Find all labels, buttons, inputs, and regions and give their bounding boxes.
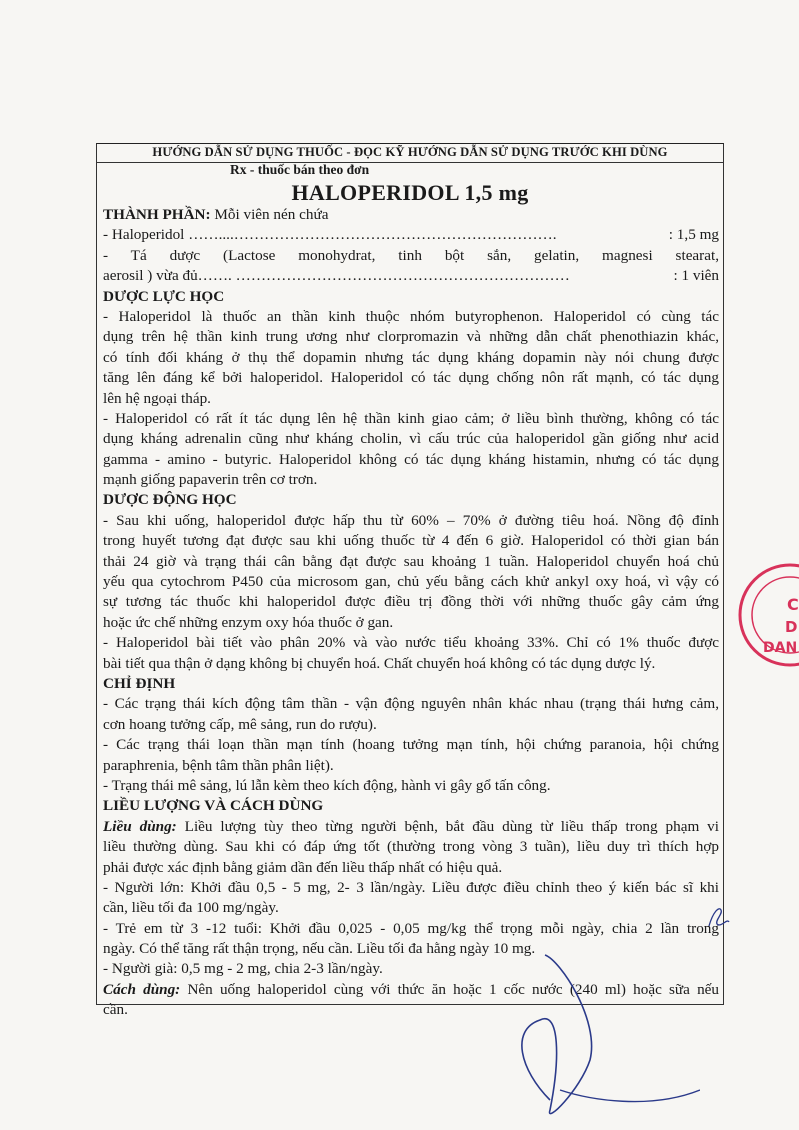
text-line: ngày. Có thể tăng rất thận trọng, nếu cần. Liều tối đa hằng ngày 10 mg.: [103, 940, 536, 958]
text-line: - Haloperidol bài tiết vào phân 20% và vào nước tiểu khoảng 33%. Chỉ có 1% thuốc được: [103, 634, 719, 652]
text-line: cơn hoang tưởng cấp, mê sảng, run do rượu).: [103, 715, 377, 733]
svg-text:D: D: [785, 618, 798, 636]
composition-item1-value: : 1,5 mg: [668, 226, 719, 244]
text-line: - Người lớn: Khởi đầu 0,5 - 5 mg, 2- 3 lần/ngày. Liều được điều chỉnh theo ý kiến bác sĩ khi: [103, 878, 719, 896]
initials-mark: [705, 902, 733, 932]
dose-label: Liều dùng:: [103, 817, 177, 835]
text-line: gamma - amino - butyric. Haloperidol không có tác dụng kháng histamin, nhưng có tác dụng: [103, 450, 719, 468]
dosage-line-1: [103, 817, 719, 837]
text-line: dụng trên hệ thần kinh trung ương như clorpromazin và những dẫn chất phenothiazin khác,: [103, 328, 719, 346]
signature: [500, 950, 700, 1130]
text-line: cần, liều tối đa 100 mg/ngày.: [103, 899, 279, 917]
text-line: sự tương tác thuốc khi haloperidol được điều trị đồng thời với những thuốc gây cảm ứng: [103, 593, 719, 611]
pharmacodynamics-heading: DƯỢC LỰC HỌC: [103, 287, 225, 305]
text-line: - Các trạng thái loạn thần mạn tính (hoang tưởng mạn tính, hội chứng paranoia, hội chứng: [103, 736, 719, 754]
text-line: thải 24 giờ và trạng thái cân bằng đạt được sau khoảng 1 tuần. Haloperidol chuyển hoá chủ: [103, 552, 719, 570]
pharmacodynamics-text: [103, 307, 719, 491]
text-line: phải được xác định bằng giảm dần đến liều thấp nhất có hiệu quả.: [103, 858, 503, 876]
text-line: - Sau khi uống, haloperidol được hấp thu từ 60% – 70% ở đường tiêu hoá. Nồng độ đỉnh: [103, 511, 719, 529]
usage-label: Cách dùng:: [103, 980, 181, 998]
text-line: - Các trạng thái kích động tâm thần - vận động nguyên nhân khác nhau (trạng thái hưng cảm,: [103, 695, 719, 713]
svg-text:DAN: DAN: [763, 640, 798, 656]
composition-intro: Mỗi viên nén chứa: [214, 206, 329, 223]
text-line: - Haloperidol có rất ít tác dụng lên hệ thần kinh giao cảm; ở liều bình thường, không có tác: [103, 409, 719, 427]
pharmacokinetics-text: [103, 511, 719, 674]
usage-line-2: cần.: [103, 1001, 128, 1019]
stamp-seal: [735, 560, 799, 670]
rx-label: Rx - thuốc bán theo đơn: [230, 162, 370, 177]
drug-title: HALOPERIDOL 1,5 mg: [291, 180, 529, 205]
text-line: - Trạng thái mê sảng, lú lẫn kèm theo kích động, hành vi gây gổ tấn công.: [103, 776, 551, 794]
text-line: yếu qua cytochrom P450 của microsom gan, chủ yếu bằng cách khử ankyl oxy hoá, vì vậy có: [103, 573, 719, 591]
composition-heading-line: [103, 205, 719, 225]
composition-item2-value: : 1 viên: [673, 267, 719, 285]
dose-text: Liều lượng tùy theo từng người bệnh, bắt đầu dùng từ liều thấp trong phạm vi: [184, 817, 719, 835]
text-line: lên hệ ngoại tháp.: [103, 389, 211, 407]
indications-text: [103, 694, 719, 796]
text-line: trong huyết tương đạt được sau khi uống thuốc từ 4 đến 6 giờ. Haloperidol có thời gian bán: [103, 532, 719, 550]
composition-item-excipients-2: [103, 266, 719, 286]
text-line: có tính đối kháng ở thụ thể dopamin nhưng tác dụng kháng dopamin này nói chung được: [103, 348, 719, 366]
composition-item-excipients: - Tá dược (Lactose monohydrat, tinh bột sắn, gelatin, magnesi stearat,: [103, 246, 719, 264]
text-line: - Trẻ em từ 3 -12 tuổi: Khởi đầu 0,025 - 0,05 mg/kg thể trọng mỗi ngày, chia 2 lần trong: [103, 919, 719, 937]
text-line: bài tiết qua thận ở dạng không bị chuyển hoá. Chất chuyển hoá không có tác dụng dược lý.: [103, 654, 656, 672]
leaflet-body: [103, 205, 719, 1021]
pharmacokinetics-heading: DƯỢC ĐỘNG HỌC: [103, 491, 237, 509]
composition-item-haloperidol: [103, 225, 719, 245]
composition-item1-name: - Haloperidol ……....……………………………………………………….: [103, 226, 557, 244]
indications-heading: CHỈ ĐỊNH: [103, 674, 176, 692]
text-line: - Haloperidol là thuốc an thần kinh thuộc nhóm butyrophenon. Haloperidol có cùng tác: [103, 307, 719, 325]
composition-item2-name: aerosil ) vừa đủ……. …………………………………………………………: [103, 267, 570, 285]
text-line: mạnh giống papaverin trên cơ trơn.: [103, 471, 318, 489]
composition-heading: THÀNH PHẦN:: [103, 206, 211, 223]
dosage-heading: LIỀU LƯỢNG VÀ CÁCH DÙNG: [103, 797, 324, 815]
text-line: - Người già: 0,5 mg - 2 mg, chia 2-3 lần/ngày.: [103, 960, 383, 978]
header-divider: [96, 162, 724, 163]
text-line: hoặc ức chế những enzym oxy hóa thuốc ở gan.: [103, 613, 394, 631]
text-line: tăng lên đáng kể bởi haloperidol. Haloperidol có tác dụng chống nôn rất mạnh, có tác dụng: [103, 369, 719, 387]
text-line: dụng kháng adrenalin cũng như kháng cholin, vì cấu trúc của haloperidol gần giống như acid: [103, 430, 719, 448]
document-header: HƯỚNG DẪN SỬ DỤNG THUỐC - ĐỌC KỸ HƯỚNG DẪN SỬ DỤNG TRƯỚC KHI DÙNG: [152, 145, 668, 159]
usage-text: Nên uống haloperidol cùng với thức ăn hoặc 1 cốc nước (240 ml) hoặc sữa nếu: [187, 980, 719, 998]
svg-text:C: C: [787, 595, 799, 614]
text-line: liều thường dùng. Sau khi có đáp ứng tốt (thường trong vòng 3 tuần), liều duy trì thích hợp: [103, 838, 719, 856]
text-line: paraphrenia, bệnh tâm thần phân liệt).: [103, 756, 334, 774]
